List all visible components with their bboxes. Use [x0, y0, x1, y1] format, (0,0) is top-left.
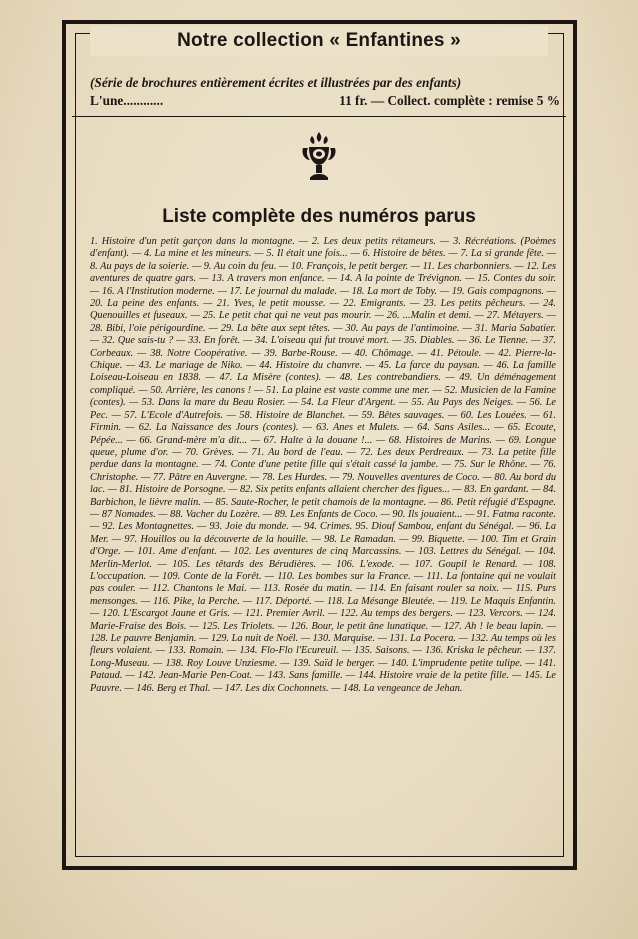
- issue-list: 1. Histoire d'un petit garçon dans la montagne. — 2. Les deux petits rétameurs. — 3. Récréations. (Poèmes d'enfant). — 4. La mine et les mineurs. — 5. Il était une fois... — 6. Histoire de bêtes. — 7. La si grande fête. — 8. Au pays de la soierie. — 9. Au coin du feu. — 10. François, le petit berger. — 11. Les charbonniers. — 12. Les aventures de quatre gars. — 13. A travers mon enfance. — 14. A la pointe de Trévignon. — 15. Contes du soir. — 16. A l'Institution moderne. — 17. Le journal du malade. — 18. La mort de Toby. — 19. Gais compagnons. — 20. La peine des enfants. — 21. Yves, le petit mousse. — 22. Emigrants. — 23. Les petits pêcheurs. — 24. Quenouilles et fuseaux. — 25. Le petit chat qui ne veut pas mourir. — 26. ...Malin et demi. — 27. Métayers. — 28. Bibi, l'oie périgourdine. — 29. La bête aux sept têtes. — 30. Au pays de l'antimoine. — 31. Maria Sabatier. — 32. Que sais-tu ? — 33. En forêt. — 34. L'oiseau qui fut trouvé mort. — 35. Diables. — 36. Le Tienne. — 37. Corbeaux. — 38. Notre Coopérative. — 39. Barbe-Rouse. — 40. Chômage. — 41. Pétoule. — 42. Pierre-la-Chique. — 43. Le mariage de Niko. — 44. Histoire du chanvre. — 45. La farce du paysan. — 46. La famille Loiseau-Loiseau en 1838. — 47. La Misère (contes). — 48. Les contrebandiers. — 49. Un déménagement compliqué. — 50. Arrière, les canons ! — 51. La plaine est vaste comme une mer. — 52. Musicien de la Famine (contes). — 53. Dans la mare du Beau Rosier. — 54. La Fleur d'Argent. — 55. Au Pays des Neiges. — 56. Le Pec. — 57. L'Ecole d'Autrefois. — 58. Histoire de Blanchet. — 59. Bêtes sauvages. — 60. Les Louées. — 61. Firmin. — 62. La Naissance des Jours (contes). — 63. Anes et Mulets. — 64. Sans Asiles... — 65. Ecoute, Pépée... — 66. Grand-mère m'a dit... — 67. Halte à la douane !... — 68. Histoires de Marins. — 69. Longue queue, plume d'or. — 70. Grèves. — 71. Au bord de l'eau. — 72. Les deux Perdreaux. — 73. La petite fille perdue dans la montagne. — 74. Conte d'une petite fille qui s'était cassé la jambe. — 75. Sur le Rhône. — 76. Christophe. — 77. Pâtre en Auvergne. — 78. Les Hurdes. — 79. Nouvelles aventures de Coco. — 80. Au bord du lac. — 81. Histoire de Porsogne. — 82. Six petits enfants allaient chercher des figues... — 83. En gardant. — 84. Barbichon, le lièvre malin. — 85. Saute-Rocher, le petit chamois de la montagne. — 86. Petit réfugié d'Espagne. — 87 Nomades. — 88. Vacher du Lozère. — 89. Les Enfants de Coco. — 90. Ils jouaient... — 91. Fatma raconte. — 92. Les Montagnettes. — 93. Joie du monde. — 94. Crimes. 95. Diouf Sambou, enfant du Sénégal. — 96. La Mer. — 97. Houillos ou la découverte de la houille. — 98. Le Ramadan. — 99. Biquette. — 100. Tim et Grain d'Orge. — 101. Ame d'enfant. — 102. Les aventures de cinq Marcassins. — 103. Lettres du Sénégal. — 104. Merlin-Merlot. — 105. Les têtards des Bérudières. — 106. L'exode. — 107. Goupil le Renard. — 108. L'occupation. — 109. Conte de la Forêt. — 110. Les bombes sur la France. — 111. La fontaine qui ne voulait pas couler. — 112. Chantons le Mai. — 113. Rosée du matin. — 114. En faisant rouler sa noix. — 115. Purs mensonges. — 116. Pike, la Perche. — 117. Déporté. — 118. La Mésange Bleutée. — 119. Le Maquis Enfantin. — 120. L'Escargot Jaune et Gris. — 121. Premier Avril. — 122. Au temps des bergers. — 123. Vercors. — 124. Marie-Fraise des Bois. — 125. Les Triolets. — 126. Bour, le petit âne lunatique. — 127. Ah ! le beau lapin. — 128. Le pauvre Benjamin. — 129. La nuit de Noël. — 130. Marquise. — 131. La Pocera. — 132. Au temps où les fleurs volaient. — 133. Romain. — 134. Flo-Flo l'Ecureuil. — 135. Saisons. — 136. Kriska le pêcheur. — 137. Long-Museau. — 138. Roy Louve Unziesme. — 139. Saïd le berger. — 140. L'imprudente petite tulipe. — 141. Pataud. — 142. Jean-Marie Pen-Coat. — 143. Sans famille. — 144. Histoire vraie de la petite fille. — 145. Le Pauvre. — 146. Berg et Thal. — 147. Les dix Cochonnets. — 148. La vengeance de Jehan.: [90, 236, 556, 694]
- series-subtitle: (Série de brochures entièrement écrites et illustrées par des enfants): [90, 75, 462, 90]
- list-title: Liste complète des numéros parus: [162, 206, 476, 227]
- price-line: [90, 92, 560, 110]
- price-value: 11 fr. — Collect. complète : remise 5 %: [339, 93, 560, 108]
- section-divider: [72, 116, 566, 117]
- collection-title: Notre collection « Enfantines »: [90, 26, 548, 56]
- price-label: L'une............: [90, 93, 164, 108]
- vase-ornament-icon: [299, 130, 339, 188]
